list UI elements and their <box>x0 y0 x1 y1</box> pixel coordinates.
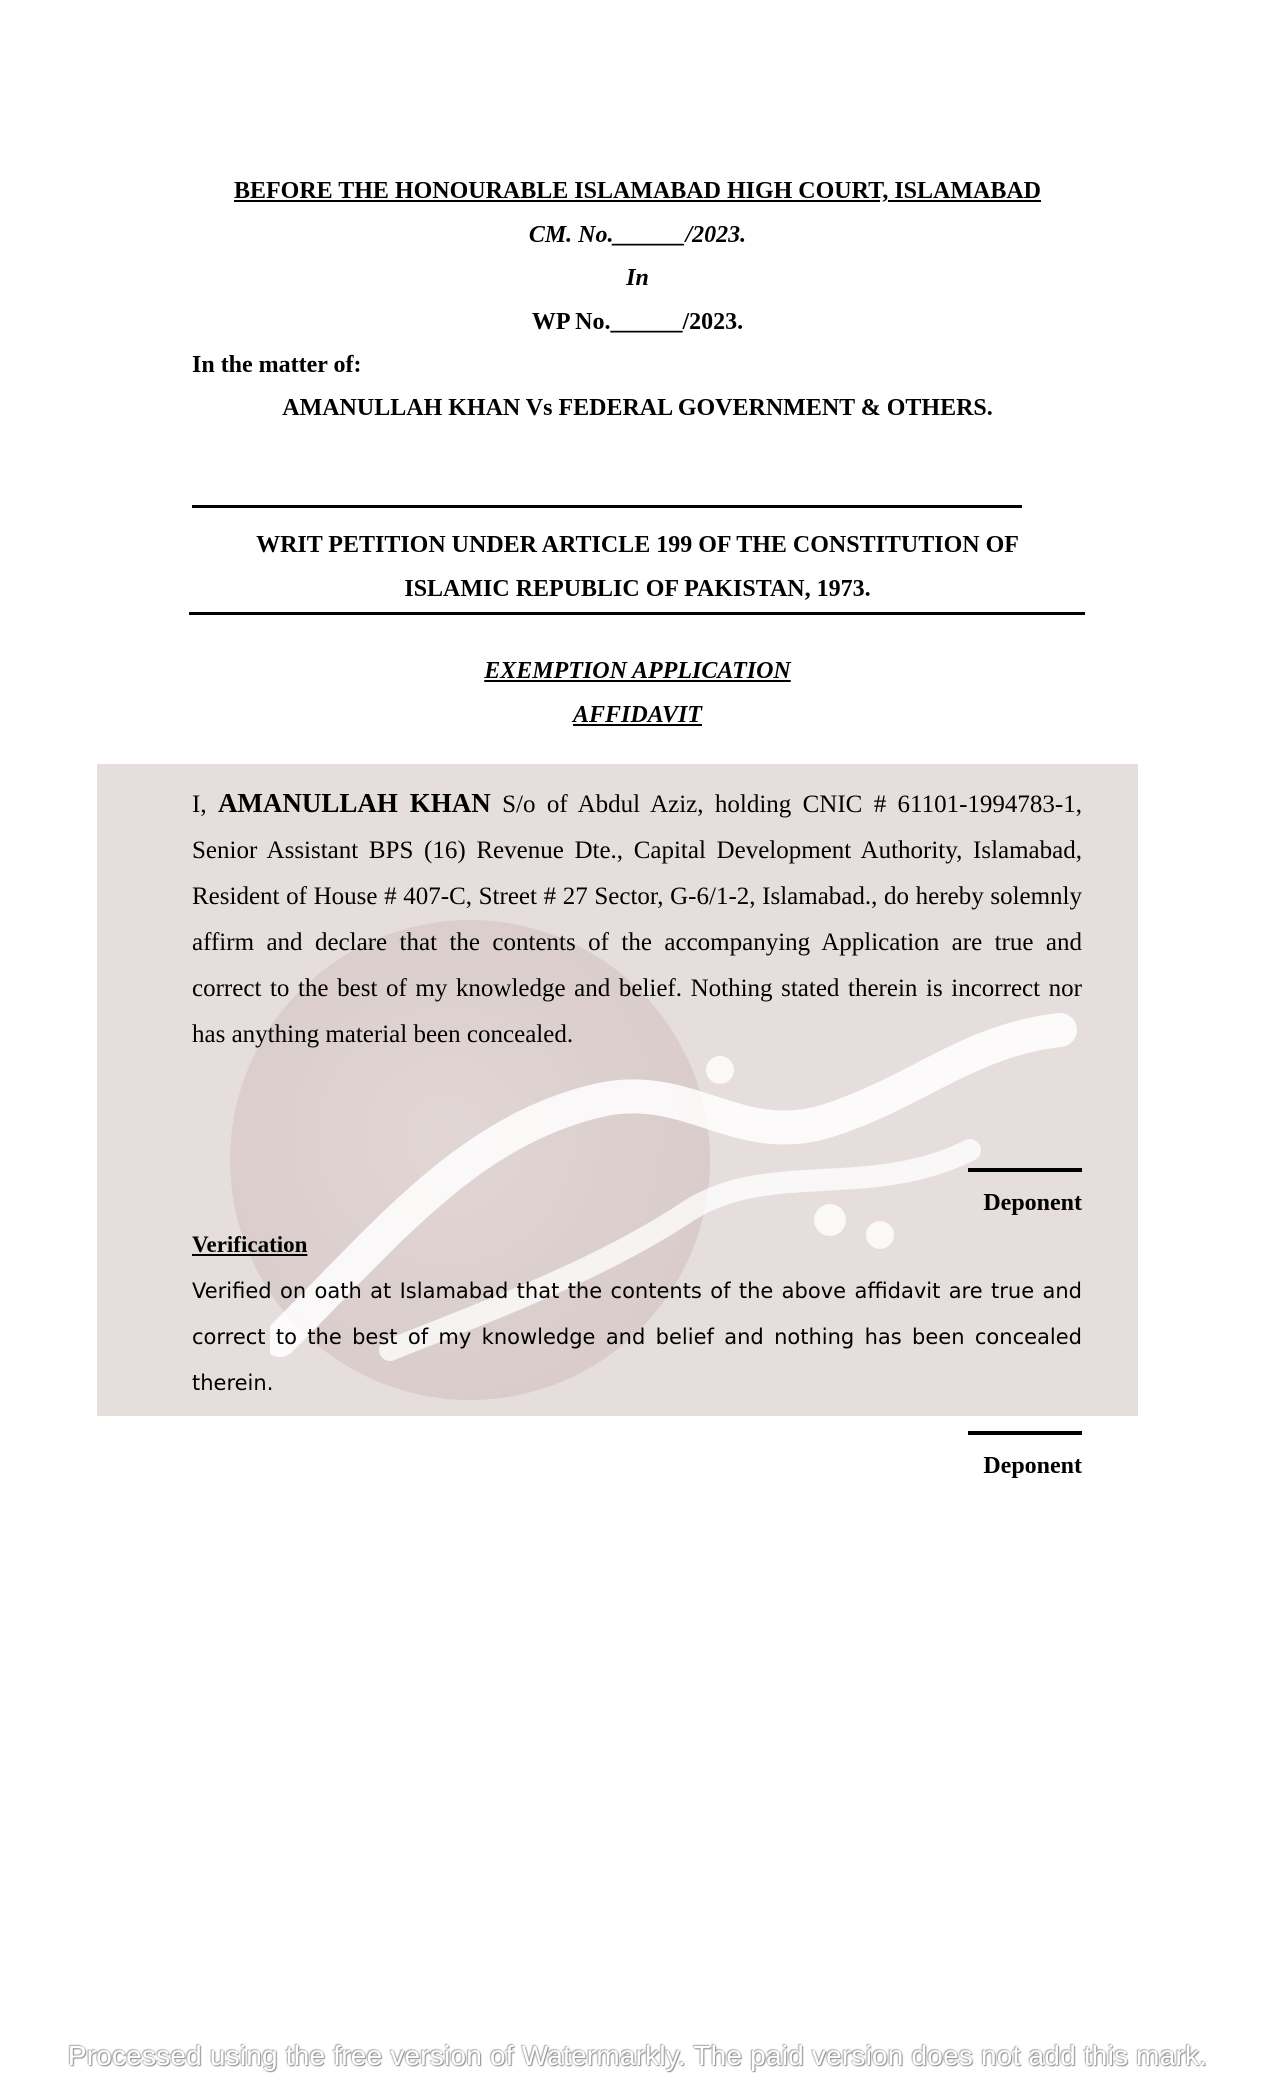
deponent-label-2: Deponent <box>983 1453 1082 1479</box>
affidavit-body: S/o of Abdul Aziz, holding CNIC # 61101-1994783-1, Senior Assistant BPS (16) Revenue Dte., Capital Development Authority, Islamabad, Resident of House # 407-C, Street # 27 Sector, G-6/1-2, Islamabad., do hereby solemnly affirm and declare that the contents of the accompanying Application are true and correct to the best of my knowledge and belief. Nothing stated therein is incorrect nor has anything material been concealed. <box>192 791 1083 1048</box>
deponent-name: AMANULLAH KHAN <box>217 788 491 818</box>
matter-label: In the matter of: <box>192 352 362 378</box>
affidavit-heading: AFFIDAVIT <box>573 702 702 728</box>
divider-top <box>192 505 1022 508</box>
signature-line-1 <box>968 1168 1082 1172</box>
verification-heading: Verification <box>192 1232 308 1257</box>
writ-title <box>0 523 1275 611</box>
writ-title-line-2: ISLAMIC REPUBLIC OF PAKISTAN, 1973. <box>404 576 871 602</box>
affidavit-prefix: I, <box>192 791 218 818</box>
signature-line-2 <box>968 1431 1082 1435</box>
affidavit-statement <box>192 780 1082 1058</box>
watermark-text: Processed using the free version of Watermarkly. The paid version does not add this mark. <box>67 2040 1208 2071</box>
court-title: BEFORE THE HONOURABLE ISLAMABAD HIGH COURT, ISLAMABAD <box>233 178 1042 204</box>
cm-number: CM. No.______/2023. <box>528 222 747 248</box>
writ-title-line-1: WRIT PETITION UNDER ARTICLE 199 OF THE CONSTITUTION OF <box>256 532 1019 558</box>
wp-number: WP No.______/2023. <box>531 309 744 335</box>
case-parties: AMANULLAH KHAN Vs FEDERAL GOVERNMENT & OTHERS. <box>282 395 993 421</box>
deponent-label-1: Deponent <box>983 1190 1082 1216</box>
divider-bottom <box>189 612 1085 615</box>
in-label: In <box>626 265 649 291</box>
exemption-heading: EXEMPTION APPLICATION <box>484 658 791 684</box>
verification-text: Verified on oath at Islamabad that the contents of the above affidavit are true and correct to the best of my knowledge and belief and nothing has been concealed therein. <box>192 1279 1082 1395</box>
